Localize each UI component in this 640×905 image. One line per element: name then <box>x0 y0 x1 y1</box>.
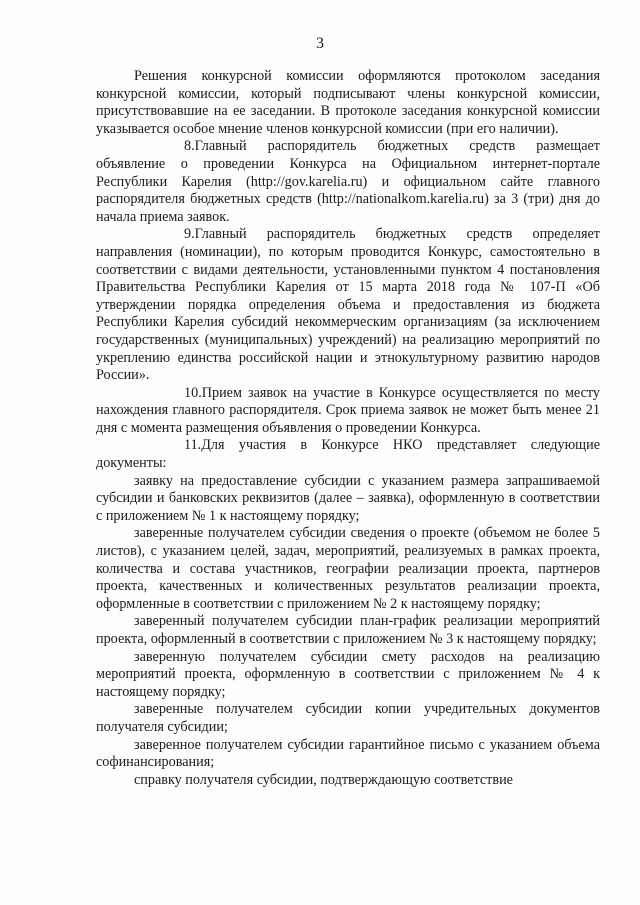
item-number: 8. <box>184 138 195 155</box>
list-item-founding-docs <box>96 701 600 736</box>
item-number: 11. <box>184 437 202 454</box>
paragraph-text: заверенные получателем субсидии копии учредительных документов получателя субсидии; <box>96 701 600 735</box>
paragraph-commission-decisions <box>96 68 600 138</box>
item-number: 9. <box>184 226 195 243</box>
list-item-schedule <box>96 613 600 648</box>
paragraph-text: заявку на предоставление субсидии с указанием размера запрашиваемой субсидии и банковских реквизитов (далее – заявка), оформленную в соответствии с приложением № 1 к настоящему порядку; <box>96 472 600 524</box>
document-body <box>96 68 600 789</box>
paragraph-item-9 <box>96 226 600 384</box>
paragraph-text: Прием заявок на участие в Конкурсе осуществляется по месту нахождения главного распорядителя. Срок приема заявок не может быть менее 21 дня с момента размещения объявления о проведении Конкурса. <box>96 384 600 436</box>
page-number: 3 <box>316 35 324 52</box>
paragraph-text: заверенное получателем субсидии гарантийное письмо с указанием объема софинансирования; <box>96 736 600 771</box>
paragraph-text: заверенный получателем субсидии план-график реализации мероприятий проекта, оформленный в соответствии с приложением № 3 к настоящему порядку; <box>96 613 600 647</box>
list-item-guarantee-letter <box>96 737 600 772</box>
paragraph-text: Решения конкурсной комиссии оформляются протоколом заседания конкурсной комиссии, который подписывают члены конкурсной комиссии, присутствовавшие на ее заседании. В протоколе заседания конкурсной комиссии указывается особое мнение членов конкурсной комиссии (при его наличии). <box>96 68 600 137</box>
list-item-application <box>96 473 600 526</box>
list-item-budget <box>96 649 600 702</box>
paragraph-item-11 <box>96 437 600 472</box>
paragraph-item-8 <box>96 138 600 226</box>
paragraph-text: справку получателя субсидии, подтверждающую соответствие <box>134 771 513 788</box>
paragraph-text: Для участия в Конкурсе НКО представляет следующие документы: <box>96 437 600 472</box>
paragraph-item-10 <box>96 385 600 438</box>
paragraph-text: Главный распорядитель бюджетных средств размещает объявление о проведении Конкурса на Официальном интернет-портале Республики Карелия (http://gov.karelia.ru) и официальном сайте главного распорядителя бюджетных средств (http://nationalkom.karelia.ru) за 3 (три) дня до начала приема заявок. <box>96 138 600 225</box>
paragraph-text: заверенную получателем субсидии смету расходов на реализацию мероприятий проекта, оформленную в соответствии с приложением № 4 к настоящему порядку; <box>96 648 600 700</box>
list-item-project-info <box>96 525 600 613</box>
paragraph-text: Главный распорядитель бюджетных средств определяет направления (номинации), по которым проводится Конкурс, самостоятельно в соответствии с видами деятельности, установленными пунктом 4 постановления Правительства Республики Карелия от 15 марта 2018 года № 107-П «Об утверждении порядка определения объема и предоставления из бюджета Республики Карелия субсидий некоммерческим организациям (за исключением государственных (муниципальных) учреждений) на реализацию мероприятий по укреплению единства российской нации и этнокультурному развитию народов России». <box>96 226 600 384</box>
item-number: 10. <box>184 384 202 401</box>
paragraph-text: заверенные получателем субсидии сведения о проекте (объемом не более 5 листов), с указанием целей, задач, мероприятий, реализуемых в рамках проекта, количества и состава участников, географии реализации проекта, партнеров проекта, качественных и количественных результатов реализации проекта, оформленные в соответствии с приложением № 2 к настоящему порядку; <box>96 525 600 612</box>
list-item-certificate <box>96 772 600 790</box>
